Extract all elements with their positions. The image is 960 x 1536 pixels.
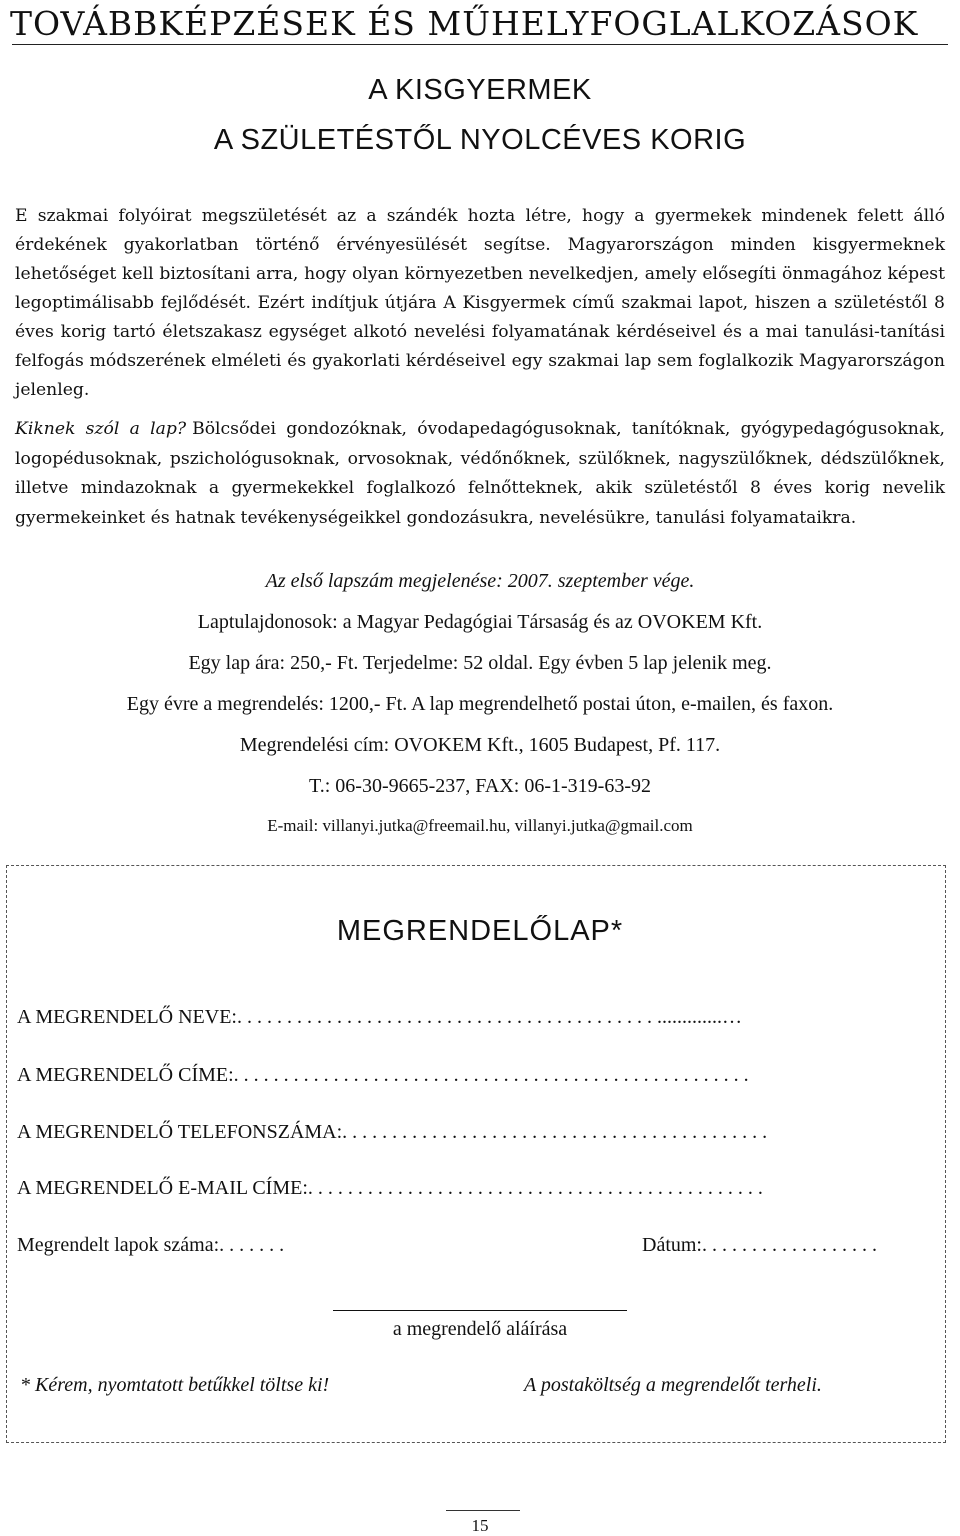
email-line: E-mail: villanyi.jutka@freemail.hu, villanyi.jutka@gmail.com bbox=[267, 816, 693, 835]
magazine-title-line2: A SZÜLETÉSTŐL NYOLCÉVES KORIG bbox=[213, 124, 747, 156]
signature-line[interactable] bbox=[333, 1310, 627, 1311]
section-header-title: TOVÁBBKÉPZÉSEK ÉS MŰHELYFOGLALKOZÁSOK bbox=[10, 4, 919, 43]
postage-note: A postaköltség a megrendelőt terheli. bbox=[524, 1374, 822, 1396]
order-form-box bbox=[6, 865, 946, 1443]
orderer-phone-field[interactable]: A MEGRENDELŐ TELEFONSZÁMA:. . . . . . . . . . . . . . . . . . . . . . . . . . . . . . . . . . . . . . . . . . . bbox=[17, 1121, 768, 1143]
footer-divider bbox=[446, 1510, 520, 1511]
audience-text: Bölcsődei gondozóknak, óvodapedagógusoknak, tanítóknak, gyógypedagógusoknak, logopédusoknak, pszichológusoknak, orvosoknak, védőnőknek, szülőknek, nagyszülőknek, dédszülőknek, illetve mindazoknak a gyermekekkel foglalkozó felnőtteknek, akik születéstől 8 éves korig nevelik gyermekeinket és hatnak tevékenységeikkel gondozásukra, nevelésükre, tanulási folyamataikra. bbox=[15, 419, 945, 528]
phone-fax-line: T.: 06-30-9665-237, FAX: 06-1-319-63-92 bbox=[309, 775, 651, 797]
print-letters-note: * Kérem, nyomtatott betűkkel töltse ki! bbox=[20, 1374, 330, 1396]
date-field[interactable]: Dátum:. . . . . . . . . . . . . . . . . . bbox=[642, 1234, 877, 1256]
orderer-email-field[interactable]: A MEGRENDELŐ E-MAIL CÍME:. . . . . . . . . . . . . . . . . . . . . . . . . . . . . . . . . . . . . . . . . . . . . . bbox=[17, 1177, 763, 1199]
intro-paragraph: E szakmai folyóirat megszületését az a szándék hozta létre, hogy a gyermekek mindenek felett álló érdekének gyakorlatban történő érvényesülését segítse. Magyarországon minden kisgyermeknek lehetőséget kell biztosítani arra, hogy olyan környezetben nevelkedjen, amely elősegíti önmagához képest legoptimálisabb fejlődését. Ezért indítjuk útjára A Kisgyermek című szakmai lapot, hiszen a születéstől 8 éves korig tartó életszakasz egységet alkotó nevelési folyamatának kérdéseivel és a mai tanulási-tanítási felfogás módszerének elméleti és gyakorlati kérdéseivel egy szakmai lap sem foglalkozik Magyarországon jelenleg. bbox=[15, 206, 945, 400]
orderer-address-field[interactable]: A MEGRENDELŐ CÍME:. . . . . . . . . . . . . . . . . . . . . . . . . . . . . . . . . . . . . . . . . . . . . . . . . . . . bbox=[17, 1064, 749, 1086]
header-divider bbox=[12, 44, 948, 45]
audience-question: Kiknek szól a lap? bbox=[15, 419, 187, 439]
audience-paragraph bbox=[15, 415, 945, 533]
owners-line: Laptulajdonosok: a Magyar Pedagógiai Társaság és az OVOKEM Kft. bbox=[197, 611, 763, 633]
order-address-line: Megrendelési cím: OVOKEM Kft., 1605 Budapest, Pf. 117. bbox=[239, 734, 721, 756]
copies-ordered-field[interactable]: Megrendelt lapok száma:. . . . . . . bbox=[17, 1234, 285, 1256]
orderer-name-field[interactable]: A MEGRENDELŐ NEVE:. . . . . . . . . . . . . . . . . . . . . . . . . . . . . . . . . . . . . . . . . . .............… bbox=[17, 1006, 742, 1028]
first-issue-date: Az első lapszám megjelenése: 2007. szeptember vége. bbox=[265, 570, 695, 592]
order-form-title: MEGRENDELŐLAP* bbox=[336, 915, 624, 947]
signature-label: a megrendelő aláírása bbox=[392, 1318, 568, 1340]
page-number: 15 bbox=[471, 1516, 489, 1535]
magazine-title-line1: A KISGYERMEK bbox=[368, 74, 592, 106]
subscription-line: Egy évre a megrendelés: 1200,- Ft. A lap megrendelhető postai úton, e-mailen, és faxon. bbox=[126, 693, 834, 715]
price-line: Egy lap ára: 250,- Ft. Terjedelme: 52 oldal. Egy évben 5 lap jelenik meg. bbox=[188, 652, 772, 674]
